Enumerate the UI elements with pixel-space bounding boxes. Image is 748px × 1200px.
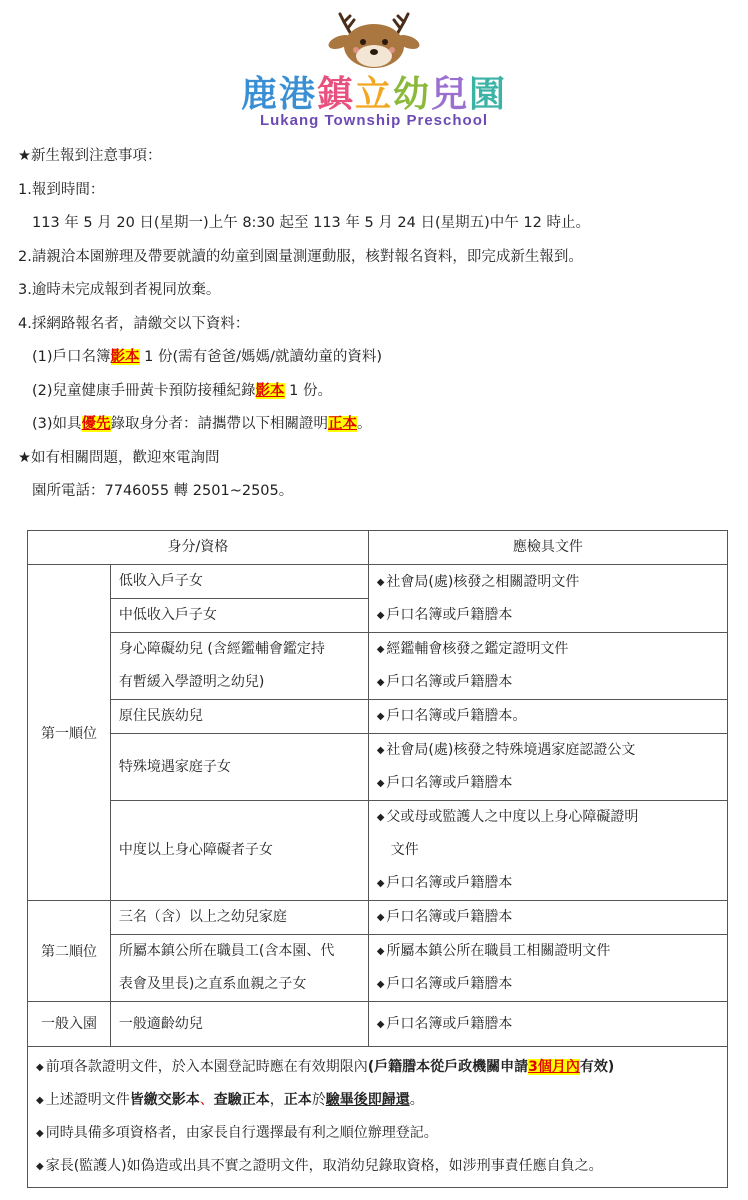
logo-char: 園 bbox=[469, 74, 508, 115]
logo-char: 港 bbox=[278, 74, 317, 115]
document-text: 戶口名簿或戶籍謄本 bbox=[386, 875, 513, 891]
document-item bbox=[377, 566, 719, 599]
table-row bbox=[28, 633, 728, 700]
table-row bbox=[28, 801, 728, 901]
document-text: 戶口名簿或戶籍謄本 bbox=[386, 775, 513, 791]
diamond-bullet-icon: ◆ bbox=[36, 1095, 44, 1106]
document-text: 經鑑輔會核發之鑑定證明文件 bbox=[386, 641, 569, 657]
document-item bbox=[377, 767, 719, 800]
priority-documents-table bbox=[27, 530, 728, 1188]
notice-item: 3.逾時未完成報到者視同放棄。 bbox=[18, 282, 221, 298]
footnote bbox=[36, 1084, 719, 1117]
diamond-bullet-icon: ◆ bbox=[376, 711, 385, 722]
table-row bbox=[28, 700, 728, 734]
table-row bbox=[28, 734, 728, 801]
identity: 特殊境遇家庭子女 bbox=[118, 758, 231, 775]
notice-heading: ★新生報到注意事項： bbox=[18, 148, 162, 164]
notice-item: 4.採網路報名者，請繳交以下資料： bbox=[18, 315, 250, 332]
diamond-bullet-icon: ◆ bbox=[36, 1062, 44, 1073]
highlight: 3個月內 bbox=[528, 1059, 580, 1075]
tier-cell bbox=[28, 901, 111, 1002]
table-row bbox=[28, 565, 728, 599]
identity: 所屬本鎮公所在職員工(含本園、代 bbox=[118, 943, 335, 959]
document-text: 戶口名簿或戶籍謄本 bbox=[386, 674, 513, 690]
table-row bbox=[28, 1002, 728, 1047]
diamond-bullet-icon: ◆ bbox=[376, 946, 385, 957]
document-text: 父或母或監護人之中度以上身心障礙證明 bbox=[386, 809, 639, 825]
notice-subitem bbox=[18, 341, 733, 375]
diamond-bullet-icon: ◆ bbox=[376, 1018, 385, 1030]
identity-cell bbox=[110, 700, 368, 734]
identity: 低收入戶子女 bbox=[118, 573, 203, 589]
document-item bbox=[377, 666, 719, 699]
notice-item: 1.報到時間： bbox=[18, 181, 105, 198]
table-row bbox=[28, 901, 728, 935]
contact-phone: 園所電話：7746055 轉 2501~2505。 bbox=[32, 483, 294, 499]
tier-label: 一般入園 bbox=[40, 1016, 97, 1032]
diamond-bullet-icon: ◆ bbox=[376, 812, 385, 823]
footnotes-cell bbox=[28, 1047, 728, 1188]
identity-cell bbox=[110, 801, 368, 901]
logo-char: 幼 bbox=[393, 74, 432, 115]
logo-char: 兒 bbox=[431, 74, 470, 115]
column-header bbox=[368, 531, 727, 565]
document-text: 戶口名簿或戶籍謄本 bbox=[386, 909, 513, 925]
document-text: 戶口名簿或戶籍謄本。 bbox=[386, 708, 527, 724]
document-text: 社會局(處)核發之相關證明文件 bbox=[386, 573, 580, 590]
diamond-bullet-icon: ◆ bbox=[376, 609, 385, 621]
document-item bbox=[377, 700, 719, 733]
separator: 、 bbox=[199, 1092, 214, 1108]
tier-label: 第二順位 bbox=[40, 944, 97, 960]
diamond-bullet-icon: ◆ bbox=[376, 979, 385, 990]
documents-cell bbox=[368, 935, 727, 1002]
identity-cell bbox=[110, 901, 368, 935]
text-bold: (戶籍謄本從戶政機關申請 bbox=[367, 1059, 529, 1075]
document-item bbox=[377, 935, 719, 968]
text: 前項各款證明文件，於入本園登記時應在有效期限內 bbox=[45, 1059, 368, 1075]
document-item-continued: 文件 bbox=[390, 842, 419, 858]
documents-cell bbox=[368, 700, 727, 734]
document-item bbox=[377, 867, 719, 900]
text: 於 bbox=[311, 1092, 326, 1108]
document-text: 所屬本鎮公所在職員工相關證明文件 bbox=[386, 943, 611, 959]
text: 。 bbox=[357, 416, 372, 432]
documents-cell bbox=[368, 1002, 727, 1047]
footnote bbox=[36, 1051, 719, 1084]
diamond-bullet-icon: ◆ bbox=[376, 912, 385, 923]
identity: 中度以上身心障礙者子女 bbox=[118, 842, 273, 858]
text: 家長(監護人)如偽造或出具不實之證明文件，取消幼兒錄取資格，如涉刑事責任應自負之。 bbox=[45, 1158, 603, 1174]
registration-notice bbox=[18, 140, 733, 509]
footnote bbox=[36, 1150, 719, 1183]
identity: 身心障礙幼兒 (含經鑑輔會鑑定持 bbox=[118, 641, 325, 657]
contact-heading: ★如有相關問題，歡迎來電詢問 bbox=[18, 449, 220, 466]
text: 1 份。 bbox=[284, 382, 332, 399]
identity-cell bbox=[110, 599, 368, 633]
column-header bbox=[28, 531, 369, 565]
diamond-bullet-icon: ◆ bbox=[376, 677, 385, 688]
identity-cell bbox=[110, 565, 368, 599]
identity: 三名（含）以上之幼兒家庭 bbox=[118, 909, 287, 925]
document-text: 戶口名簿或戶籍謄本 bbox=[386, 1015, 513, 1032]
tier-cell bbox=[28, 1002, 111, 1047]
identity-cell bbox=[110, 1002, 368, 1047]
document-text: 戶口名簿或戶籍謄本 bbox=[386, 976, 513, 992]
highlight: 正本 bbox=[328, 416, 358, 432]
document-item bbox=[377, 633, 719, 666]
footnotes-row bbox=[28, 1047, 728, 1188]
header-identity: 身分/資格 bbox=[167, 539, 229, 555]
footnote bbox=[36, 1117, 719, 1150]
text-bold: 有效) bbox=[579, 1059, 615, 1075]
table-header-row bbox=[28, 531, 728, 565]
diamond-bullet-icon: ◆ bbox=[376, 778, 385, 789]
document-item bbox=[377, 901, 719, 934]
notice-item: 2.請親洽本園辦理及帶要就讀的幼童到園量測運動服，核對報名資料，即完成新生報到。 bbox=[18, 248, 583, 265]
text: 錄取身分者：請攜帶以下相關證明 bbox=[110, 416, 329, 432]
text-bold: 驗畢後即歸還 bbox=[325, 1092, 410, 1108]
notice-subitem bbox=[18, 408, 733, 442]
document-item bbox=[377, 599, 719, 632]
text-bold: 皆繳交影本 bbox=[129, 1092, 200, 1108]
text: (2)兒童健康手冊黃卡預防接種紀錄 bbox=[32, 382, 256, 399]
identity-cell bbox=[110, 935, 368, 1002]
identity: 有暫緩入學證明之幼兒) bbox=[118, 674, 265, 690]
text: 。 bbox=[409, 1092, 424, 1108]
document-item bbox=[377, 1008, 719, 1041]
diamond-bullet-icon: ◆ bbox=[376, 576, 385, 588]
document-item bbox=[377, 734, 719, 767]
highlight: 影本 bbox=[255, 382, 285, 399]
tier-cell bbox=[28, 565, 111, 901]
identity-cell bbox=[110, 734, 368, 801]
highlight: 優先 bbox=[81, 416, 111, 432]
text: (3)如具 bbox=[32, 416, 82, 432]
preschool-name bbox=[0, 66, 748, 117]
document-text: 社會局(處)核發之特殊境遇家庭認證公文 bbox=[386, 742, 636, 758]
notice-subitem bbox=[18, 375, 733, 409]
identity: 原住民族幼兒 bbox=[118, 708, 203, 724]
text-bold: 正本 bbox=[283, 1092, 312, 1108]
document-item bbox=[377, 801, 719, 834]
logo-char: 鹿 bbox=[240, 74, 279, 115]
diamond-bullet-icon: ◆ bbox=[376, 745, 385, 756]
table-row bbox=[28, 935, 728, 1002]
text-bold: 查驗正本 bbox=[213, 1092, 270, 1108]
preschool-logo bbox=[0, 0, 748, 140]
identity: 一般適齡幼兒 bbox=[118, 1015, 203, 1032]
diamond-bullet-icon: ◆ bbox=[376, 878, 385, 889]
documents-cell bbox=[368, 633, 727, 700]
documents-cell bbox=[368, 565, 727, 633]
logo-char: 鎮 bbox=[316, 74, 355, 115]
text: 同時具備多項資格者，由家長自行選擇最有利之順位辦理登記。 bbox=[45, 1125, 438, 1141]
diamond-bullet-icon: ◆ bbox=[36, 1128, 44, 1139]
text: 1 份(需有爸爸/媽媽/就讀幼童的資料) bbox=[139, 349, 383, 365]
text: 上述證明文件 bbox=[45, 1092, 130, 1108]
diamond-bullet-icon: ◆ bbox=[376, 644, 385, 655]
documents-cell bbox=[368, 801, 727, 901]
separator: ， bbox=[269, 1092, 284, 1108]
documents-cell bbox=[368, 734, 727, 801]
document-item bbox=[377, 968, 719, 1001]
identity: 中低收入戶子女 bbox=[118, 607, 217, 623]
text: (1)戶口名簿 bbox=[32, 349, 111, 365]
diamond-bullet-icon: ◆ bbox=[36, 1161, 44, 1172]
logo-char: 立 bbox=[354, 74, 393, 115]
document-text: 戶口名簿或戶籍謄本 bbox=[386, 606, 513, 623]
identity-cell bbox=[110, 633, 368, 700]
preschool-english-name: Lukang Township Preschool bbox=[259, 112, 489, 129]
documents-cell bbox=[368, 901, 727, 935]
header-documents: 應檢具文件 bbox=[512, 539, 583, 555]
highlight: 影本 bbox=[110, 349, 140, 365]
registration-time: 113 年 5 月 20 日(星期一)上午 8:30 起至 113 年 5 月 24 日(星期五)中午 12 時止。 bbox=[32, 215, 590, 231]
tier-label: 第一順位 bbox=[40, 725, 97, 742]
identity: 表會及里長)之直系血親之子女 bbox=[118, 976, 307, 992]
